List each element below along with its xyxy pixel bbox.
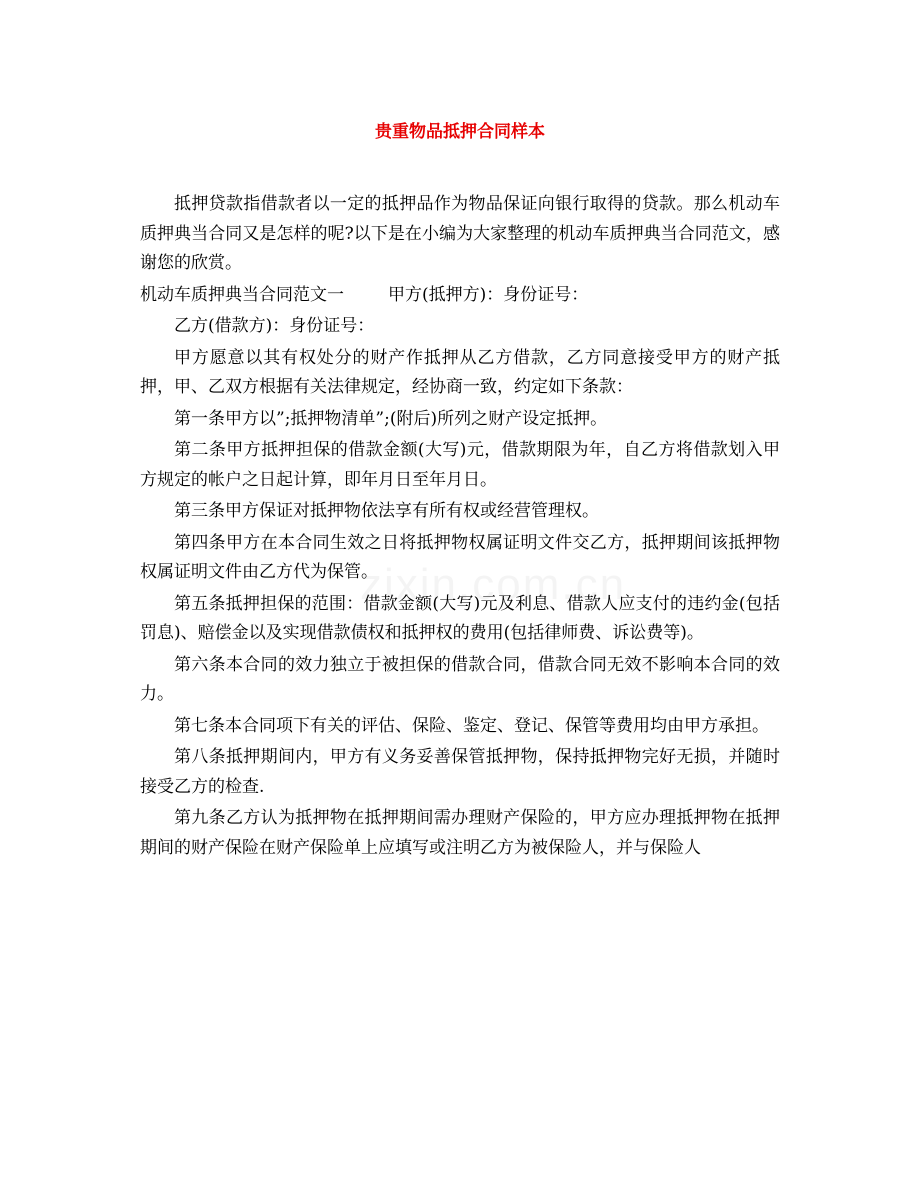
preamble-paragraph: 甲方愿意以其有权处分的财产作抵押从乙方借款，乙方同意接受甲方的财产抵押，甲、乙双方根据有关法律规定，经协商一致，约定如下条款：: [140, 347, 780, 397]
clause-5: 第五条抵押担保的范围：借款金额(大写)元及利息、借款人应支付的违约金(包括罚息)、赔偿金以及实现借款债权和抵押权的费用(包括律师费、诉讼费等)。: [140, 593, 780, 643]
document-body: [140, 190, 780, 865]
clause-7: 第七条本合同项下有关的评估、保险、鉴定、登记、保管等费用均由甲方承担。: [174, 715, 769, 736]
document-title: 贵重物品抵押合同样本: [375, 122, 545, 142]
clause-1: 第一条甲方以”;抵押物清单”;(附后)所列之财产设定抵押。: [174, 408, 608, 429]
clause-3: 第三条甲方保证对抵押物依法享有所有权或经营管理权。: [174, 501, 599, 521]
section-heading-line: [140, 281, 780, 311]
clause-9: 第九条乙方认为抵押物在抵押期间需办理财产保险的，甲方应办理抵押物在抵押期间的财产保险在财产保险单上应填写或注明乙方为被保险人，并与保险人: [140, 808, 780, 858]
party-a-line: 甲方(抵押方)：身份证号：: [388, 284, 589, 305]
clause-2: 第二条甲方抵押担保的借款金额(大写)元，借款期限为年，自乙方将借款划入甲方规定的帐户之日起计算，即年月日至年月日。: [140, 440, 780, 490]
intro-paragraph: 抵押贷款指借款者以一定的抵押品作为物品保证向银行取得的贷款。那么机动车质押典当合同又是怎样的呢?以下是在小编为大家整理的机动车质押典当合同范文，感谢您的欣赏。: [140, 194, 780, 273]
clause-4: 第四条甲方在本合同生效之日将抵押物权属证明文件交乙方，抵押期间该抵押物权属证明文件由乙方代为保管。: [140, 532, 780, 582]
section-heading: 机动车质押典当合同范文一: [140, 284, 344, 305]
clause-6: 第六条本合同的效力独立于被担保的借款合同，借款合同无效不影响本合同的效力。: [140, 654, 780, 704]
party-b-line: 乙方(借款方)：身份证号：: [174, 316, 375, 336]
clause-8: 第八条抵押期间内，甲方有义务妥善保管抵押物，保持抵押物完好无损，并随时接受乙方的检查.: [140, 747, 780, 797]
